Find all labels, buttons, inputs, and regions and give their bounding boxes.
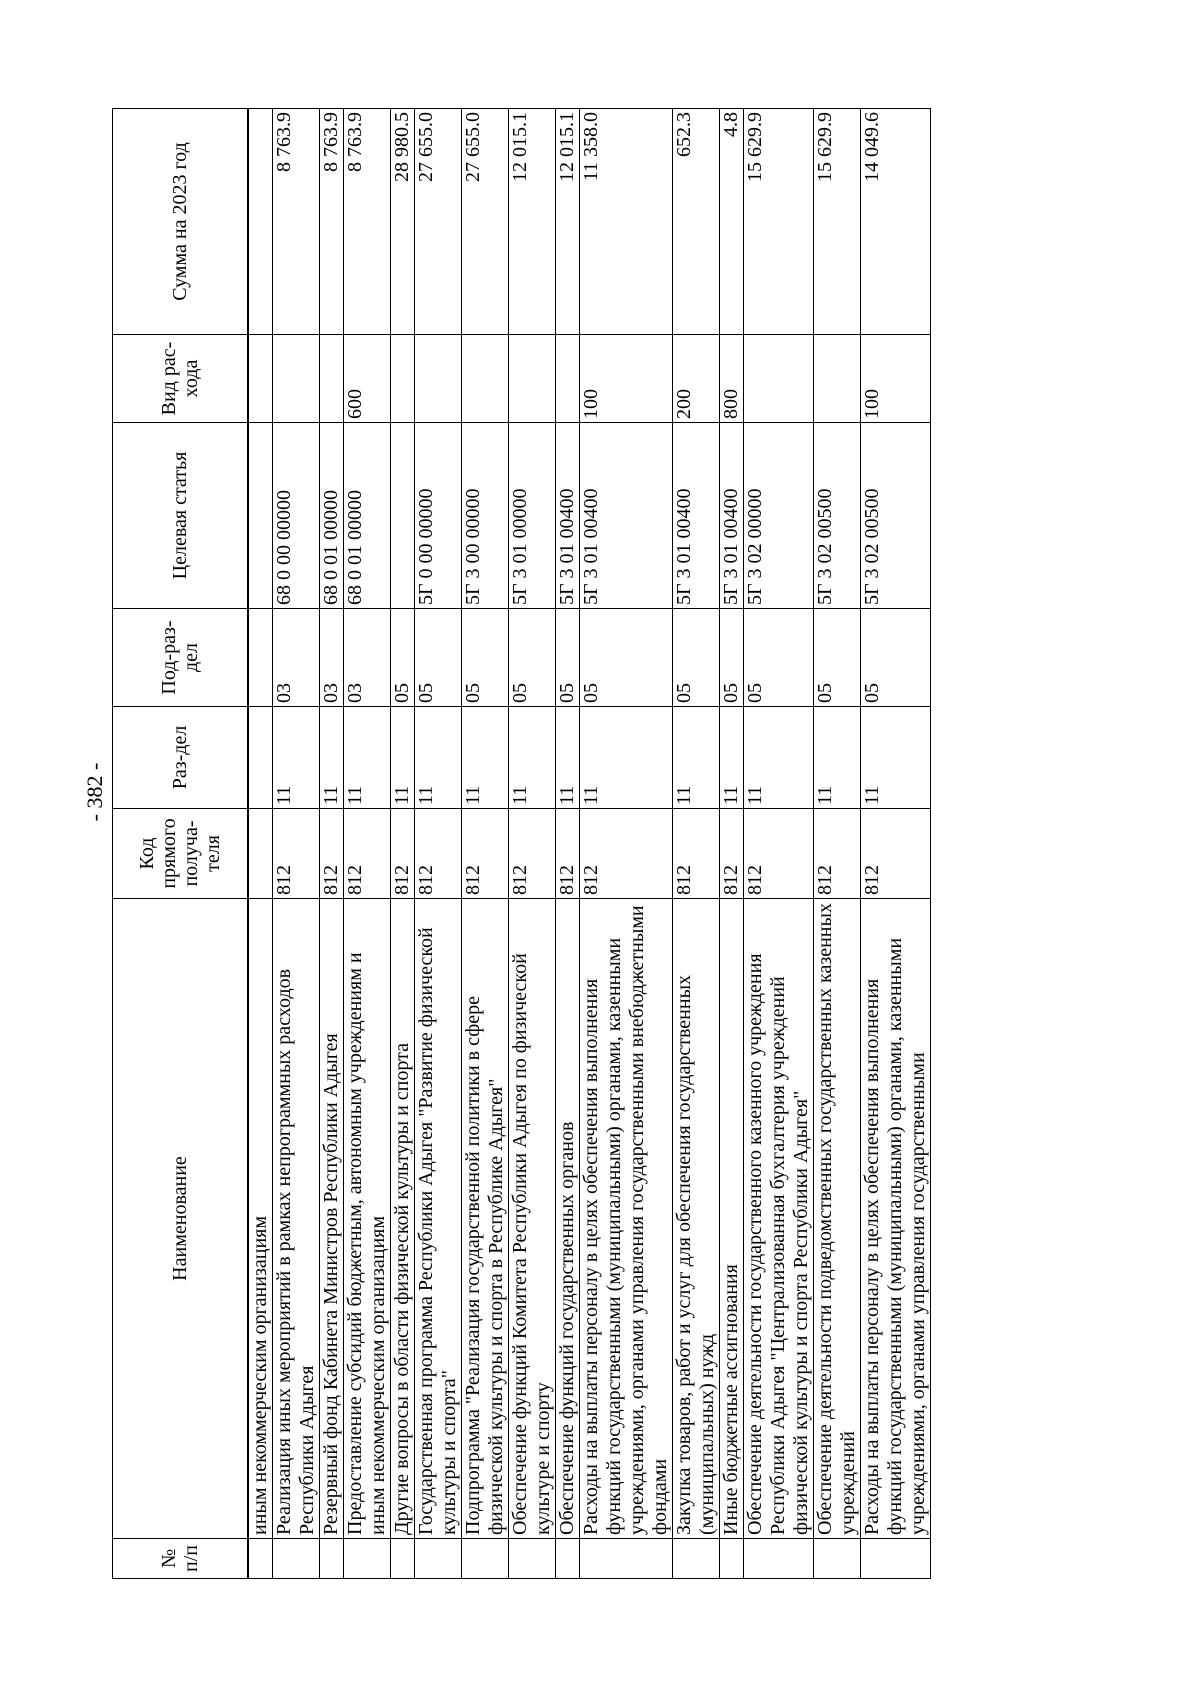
cell-subsection: 05 [673, 609, 720, 707]
cell-target: 5Г 3 01 00400 [720, 423, 744, 609]
cell-name: Обеспечение функций Комитета Республики Адыгея по физической культуре и спорту [509, 899, 556, 1539]
table-row [462, 109, 509, 1579]
cell-amount: 28 980.5 [391, 109, 415, 335]
table-row [320, 109, 344, 1579]
cell-num [861, 1539, 931, 1579]
cell-recipient: 812 [720, 809, 744, 899]
cell-name: Обеспечение деятельности государственного казенного учреждения Республики Адыгея "Централизованная бухгалтерия учреждений физической культуры и спорта Республики Адыгея" [744, 899, 814, 1539]
cell-expense: 600 [344, 335, 391, 423]
cell-amount: 15 629.9 [814, 109, 861, 335]
cell-expense [391, 335, 415, 423]
cell-section: 11 [720, 707, 744, 809]
table-row [273, 109, 320, 1579]
cell-num [509, 1539, 556, 1579]
cell-num [273, 1539, 320, 1579]
cell-section: 11 [744, 707, 814, 809]
cell-subsection: 03 [320, 609, 344, 707]
cell-section: 11 [556, 707, 580, 809]
table-row [673, 109, 720, 1579]
cell-num [744, 1539, 814, 1579]
cell-expense [415, 335, 462, 423]
cell-name: Расходы на выплаты персоналу в целях обеспечения выполнения функций государственными (муниципальными) органами, казенными учреждениями, органами управления государственными внебюджетными фондами [580, 899, 673, 1539]
cell-recipient: 812 [344, 809, 391, 899]
cell-num [248, 1539, 273, 1579]
cell-target: 5Г 0 00 00000 [415, 423, 462, 609]
cell-target: 5Г 3 00 00000 [462, 423, 509, 609]
cell-name: Обеспечение деятельности подведомственных государственных казенных учреждений [814, 899, 861, 1539]
cell-name: Иные бюджетные ассигнования [720, 899, 744, 1539]
cell-expense [744, 335, 814, 423]
cell-recipient: 812 [673, 809, 720, 899]
cell-section: 11 [814, 707, 861, 809]
cell-recipient: 812 [462, 809, 509, 899]
cell-name: иным некоммерческим организациям [248, 899, 273, 1539]
cell-recipient: 812 [273, 809, 320, 899]
cell-recipient: 812 [861, 809, 931, 899]
cell-target [391, 423, 415, 609]
cell-num [556, 1539, 580, 1579]
cell-subsection: 03 [344, 609, 391, 707]
table-row [861, 109, 931, 1579]
cell-section: 11 [415, 707, 462, 809]
table-header-row [113, 109, 249, 1579]
header-name: Наименование [113, 899, 249, 1539]
cell-amount: 27 655.0 [462, 109, 509, 335]
cell-target: 68 0 01 00000 [320, 423, 344, 609]
cell-subsection: 03 [273, 609, 320, 707]
cell-target: 68 0 00 00000 [273, 423, 320, 609]
header-recipient: Код прямого получа-теля [113, 809, 249, 899]
cell-amount: 15 629.9 [744, 109, 814, 335]
cell-num [720, 1539, 744, 1579]
cell-target: 68 0 01 00000 [344, 423, 391, 609]
cell-amount: 8 763.9 [344, 109, 391, 335]
cell-section: 11 [462, 707, 509, 809]
cell-amount: 12 015.1 [556, 109, 580, 335]
table-row [720, 109, 744, 1579]
cell-name: Закупка товаров, работ и услуг для обеспечения государственных (муниципальных) нужд [673, 899, 720, 1539]
cell-subsection: 05 [720, 609, 744, 707]
header-section: Раз-дел [113, 707, 249, 809]
table-row [580, 109, 673, 1579]
cell-target: 5Г 3 01 00000 [509, 423, 556, 609]
cell-num [580, 1539, 673, 1579]
header-target: Целевая статья [113, 423, 249, 609]
cell-recipient: 812 [814, 809, 861, 899]
cell-recipient: 812 [509, 809, 556, 899]
table-row [344, 109, 391, 1579]
cell-expense [462, 335, 509, 423]
cell-subsection: 05 [744, 609, 814, 707]
cell-amount: 27 655.0 [415, 109, 462, 335]
cell-expense: 200 [673, 335, 720, 423]
cell-recipient: 812 [415, 809, 462, 899]
cell-recipient: 812 [556, 809, 580, 899]
budget-table [112, 108, 931, 1579]
cell-section: 11 [391, 707, 415, 809]
cell-subsection: 05 [509, 609, 556, 707]
header-subsection: Под-раз-дел [113, 609, 249, 707]
header-num: № п/п [113, 1539, 249, 1579]
cell-section: 11 [344, 707, 391, 809]
cell-expense: 100 [861, 335, 931, 423]
cell-subsection: 05 [556, 609, 580, 707]
cell-recipient: 812 [320, 809, 344, 899]
cell-name: Реализация иных мероприятий в рамках непрограммных расходов Республики Адыгея [273, 899, 320, 1539]
table-row [415, 109, 462, 1579]
header-expense: Вид рас-хода [113, 335, 249, 423]
page-number: - 382 - [82, 762, 107, 822]
cell-subsection [248, 609, 273, 707]
cell-num [814, 1539, 861, 1579]
cell-section: 11 [320, 707, 344, 809]
cell-amount: 652.3 [673, 109, 720, 335]
cell-subsection: 05 [415, 609, 462, 707]
header-amount: Сумма на 2023 год [113, 109, 249, 335]
cell-recipient: 812 [744, 809, 814, 899]
cell-target: 5Г 3 01 00400 [673, 423, 720, 609]
cell-amount: 14 049.6 [861, 109, 931, 335]
cell-name: Обеспечение функций государственных органов [556, 899, 580, 1539]
cell-name: Расходы на выплаты персоналу в целях обеспечения выполнения функций государственными (муниципальными) органами, казенными учреждениями, органами управления государственными [861, 899, 931, 1539]
cell-expense: 800 [720, 335, 744, 423]
cell-amount [248, 109, 273, 335]
cell-amount: 8 763.9 [273, 109, 320, 335]
table-row [391, 109, 415, 1579]
cell-target: 5Г 3 01 00400 [580, 423, 673, 609]
cell-subsection: 05 [861, 609, 931, 707]
cell-num [462, 1539, 509, 1579]
cell-expense [320, 335, 344, 423]
cell-num [320, 1539, 344, 1579]
cell-subsection: 05 [391, 609, 415, 707]
cell-target: 5Г 3 02 00500 [861, 423, 931, 609]
cell-expense [556, 335, 580, 423]
cell-amount: 12 015.1 [509, 109, 556, 335]
cell-subsection: 05 [462, 609, 509, 707]
cell-expense: 100 [580, 335, 673, 423]
cell-name: Другие вопросы в области физической культуры и спорта [391, 899, 415, 1539]
cell-section: 11 [861, 707, 931, 809]
table-row [556, 109, 580, 1579]
cell-name: Подпрограмма "Реализация государственной политики в сфере физической культуры и спорта в Республике Адыгея" [462, 899, 509, 1539]
cell-amount: 11 358.0 [580, 109, 673, 335]
cell-subsection: 05 [814, 609, 861, 707]
cell-target: 5Г 3 02 00500 [814, 423, 861, 609]
cell-section: 11 [273, 707, 320, 809]
cell-target: 5Г 3 02 00000 [744, 423, 814, 609]
cell-expense [248, 335, 273, 423]
cell-section: 11 [509, 707, 556, 809]
cell-target [248, 423, 273, 609]
table-row [744, 109, 814, 1579]
cell-recipient [248, 809, 273, 899]
cell-num [391, 1539, 415, 1579]
cell-amount: 8 763.9 [320, 109, 344, 335]
cell-section [248, 707, 273, 809]
cell-name: Государственная программа Республики Адыгея "Развитие физической культуры и спорта" [415, 899, 462, 1539]
cell-subsection: 05 [580, 609, 673, 707]
cell-expense [273, 335, 320, 423]
cell-name: Предоставление субсидий бюджетным, автономным учреждениям и иным некоммерческим организациям [344, 899, 391, 1539]
cell-recipient: 812 [391, 809, 415, 899]
cell-num [344, 1539, 391, 1579]
table-row [248, 109, 273, 1579]
cell-name: Резервный фонд Кабинета Министров Республики Адыгея [320, 899, 344, 1539]
cell-num [673, 1539, 720, 1579]
cell-recipient: 812 [580, 809, 673, 899]
cell-expense [814, 335, 861, 423]
cell-amount: 4.8 [720, 109, 744, 335]
cell-section: 11 [580, 707, 673, 809]
cell-num [415, 1539, 462, 1579]
table-row [509, 109, 556, 1579]
cell-expense [509, 335, 556, 423]
cell-section: 11 [673, 707, 720, 809]
table-row [814, 109, 861, 1579]
cell-target: 5Г 3 01 00400 [556, 423, 580, 609]
